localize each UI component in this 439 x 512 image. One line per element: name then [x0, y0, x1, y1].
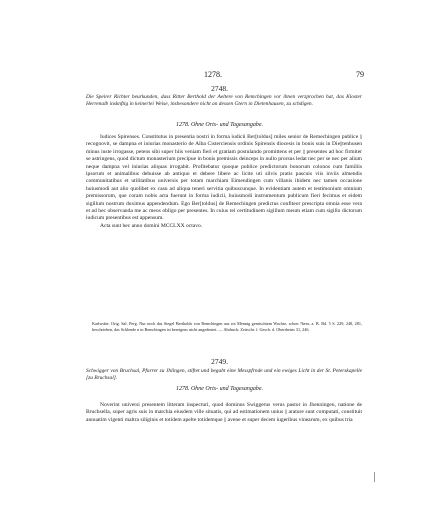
charter-text: Noverint universi presentem litteram inspecturi, quod dominus Swiggerus verus pastor in Jhenningen, natione de Bruchsella, super agris suis in marchia eiusdem ville situatis, qui ad estimationem unius || arature sunt computati, constituit annuatim vigenti maltra siliginis et totidem apelte totidemque || avene et super decem iugeribus vinearum, ex quibus tria — [86, 402, 362, 423]
charter-closing: Acta sunt hec anno domini MCCLXX octavo. — [100, 222, 203, 229]
document-number: 2748. — [211, 84, 228, 93]
page-number: 79 — [356, 70, 364, 79]
margin-mark — [374, 472, 375, 482]
document-text — [86, 402, 362, 424]
archival-note: Karlsruhe. Orig. Sal. Perg. Nur noch das Siegel Bertholds von Remchingen aus rot Mennig gemischtem Wachse, schon ?bera, a. B. Bd. 5 S. 229, 248, 281, beschrieben, das Schlende n in Remchingen ist bereigens nicht angedeutet. — Abdruck: Zeitschr. f. Gesch. d. Oberrheins 31, 246. — [92, 321, 362, 332]
running-header — [86, 70, 364, 80]
document-number: 2749. — [211, 357, 228, 366]
document-summary: Schwigger von Bruchsal, Pfarrer zu Jhlingen, stiftet und begabt eine Messpfrnde und ein ewiges Licht in der St. Peterskapelle [zu Bruchsal]. — [86, 368, 362, 381]
document-text — [86, 134, 362, 230]
header-year: 1278. — [204, 70, 222, 79]
document-dateline: 1278. Ohne Orts- und Tagesangabe. — [175, 386, 264, 392]
charter-text: Iudices Spirenses. Constitutus in presentia nostri in forma iudicii Ber[toldus] miles senior de Remechingen publice || recognovit, se dampna et iniurias monasterio de Alba Cisterciensis ordinis Spirensis diocesis in bonis suis in Die||tenhusen minus iuste irrogasse, petens sibi super hiis veniam fieri et gratiam postulando promittens et per || presentes ad hoc firmiter se astringens, quod dictum monasterium precipue in bonis premissis deinceps in nullo prorsus ledat nec per se nec per alium neque dampna vel iniurias aliquas irrogabit. Profitebatur quoque publice predictorum bonorum colonos cum familiis ipsorum et animalibus debuisse ab antiquo et debere libere ac licite uti silvis pratis pascuis viis inviis almendis communitatibus et utilitatibus universis per totam marchiam Eimendingen cum villanis ibidem nec tamen occasione huiusmodi aut alio quolibet ex casu ad aliqua teneri servitia quibuscunque. In evidentiam autem et testimonium omnium premissorum, que coram nobis acta fuerunt in forma iudicii, huiusmodi instrumentum publicum fieri fecimus et eidem sigillum nostrum duximus appendendum. Ego Ber[toldus] de Remechingen predictus confiteor prescripta omnia esse vera et ad hec observanda me ac meos obligo per presentes. In cuius rei certitudinem sigillum meum etiam cum sigillo dictorum iudicum presentibus est appensum. — [86, 134, 362, 222]
document-summary: Die Speirer Richter beurkunden, dass Ritter Berthold der Aeltere von Remchingen vor ihnen verzprochen hat, das Kloster Herrenalb insknftig in keinerlei Weise, insbesondere nicht an dessen Gtern in Dietenhausen, zu schdigen. — [86, 94, 362, 107]
document-dateline: 1278. Ohne Orts- und Tagesangabe. — [175, 122, 264, 128]
